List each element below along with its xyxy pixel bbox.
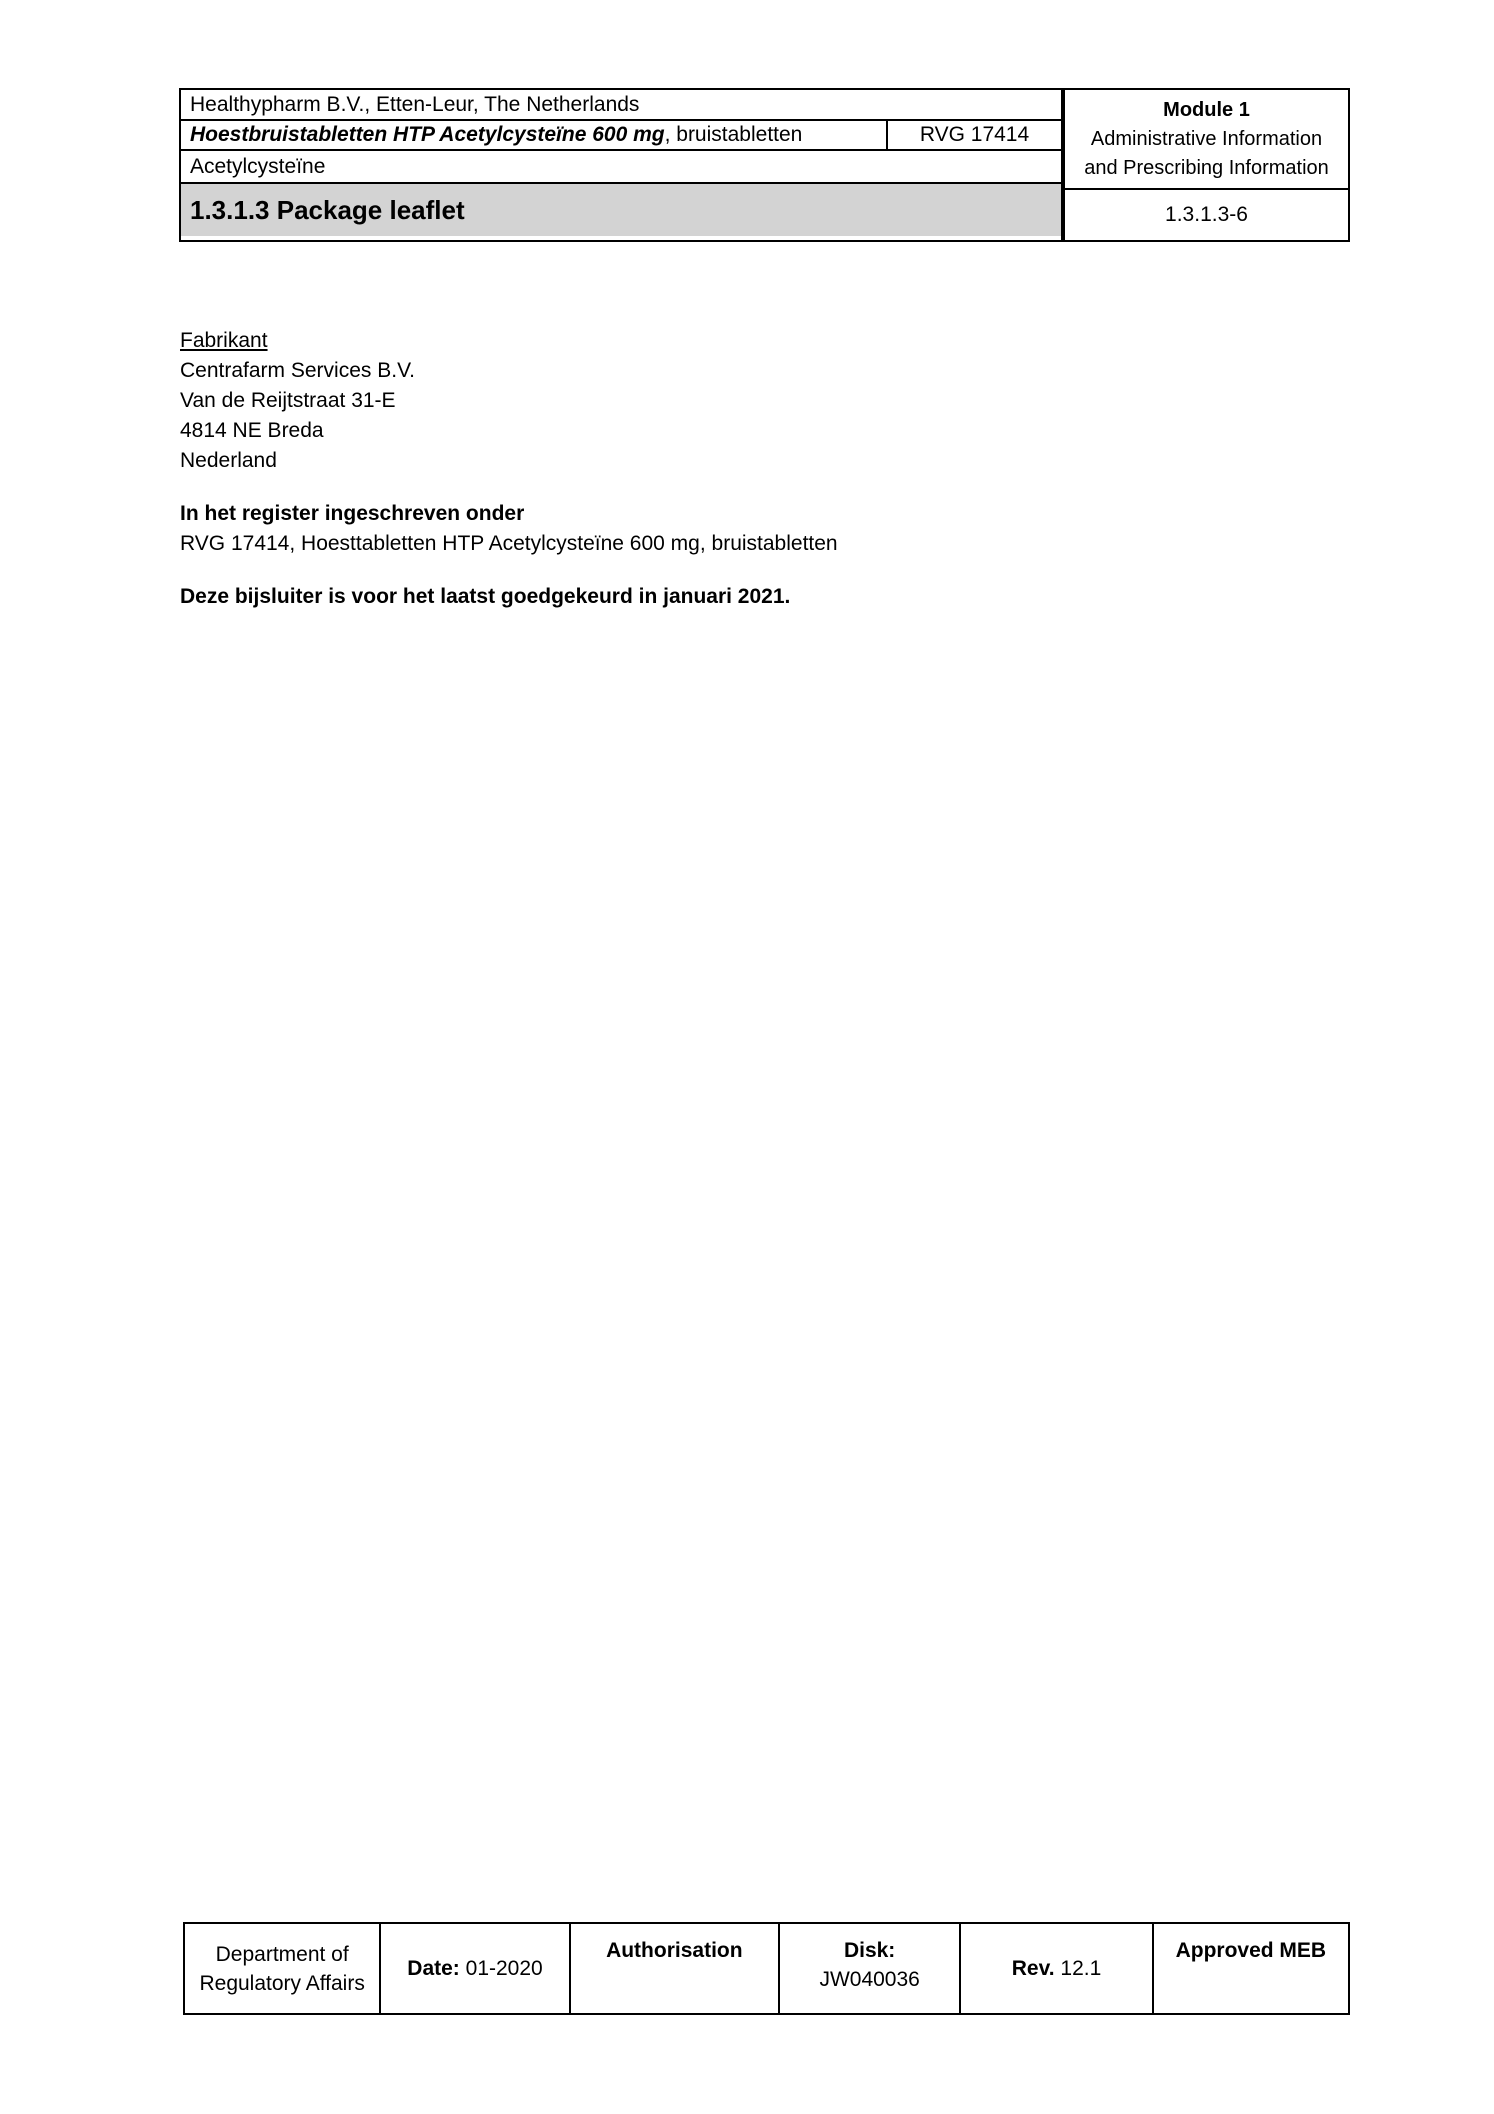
rev-value: 12.1 <box>1060 1957 1102 1980</box>
address-line: Centrafarm Services B.V. <box>180 359 415 382</box>
footer-cell-department <box>185 1924 379 2013</box>
header-right-block <box>1063 88 1350 242</box>
module-line2: and Prescribing Information <box>1084 156 1329 179</box>
company-row <box>181 90 1061 121</box>
section-title: 1.3.1.3 Package leaflet <box>190 194 465 225</box>
footer-cell-authorisation <box>569 1924 778 2013</box>
header-table <box>179 88 1350 242</box>
footer-cell-date <box>379 1924 568 2013</box>
approval-line: Deze bijsluiter is voor het laatst goedgekeurd in januari 2021. <box>180 585 791 608</box>
substance-row <box>181 151 1061 184</box>
paragraph-gap <box>180 476 1320 499</box>
department-line2: Regulatory Affairs <box>199 1971 365 1995</box>
address-line: Van de Reijtstraat 31-E <box>180 389 396 412</box>
product-cell <box>181 121 886 149</box>
module-title: Module 1 <box>1163 98 1250 121</box>
header-left-block <box>179 88 1063 242</box>
document-body <box>180 326 1320 612</box>
rvg-cell <box>886 121 1061 149</box>
register-line: RVG 17414, Hoesttabletten HTP Acetylcysteïne 600 mg, bruistabletten <box>180 532 838 555</box>
company-name: Healthypharm B.V., Etten-Leur, The Netherlands <box>190 92 640 116</box>
rvg-number: RVG 17414 <box>919 123 1030 146</box>
approved-label: Approved MEB <box>1175 1939 1327 1962</box>
module-line1: Administrative Information <box>1090 127 1323 150</box>
address-line: Nederland <box>180 449 277 472</box>
department-line1: Department of <box>215 1942 349 1966</box>
address-line: 4814 NE Breda <box>180 419 324 442</box>
disk-label: Disk: <box>843 1939 896 1962</box>
page-ref-cell <box>1065 190 1348 240</box>
footer-cell-approved <box>1152 1924 1348 2013</box>
date-label: Date: <box>407 1957 460 1980</box>
section-title-row <box>181 184 1061 236</box>
footer-cell-disk <box>778 1924 959 2013</box>
fabrikant-heading: Fabrikant <box>180 329 268 352</box>
footer-cell-rev <box>959 1924 1151 2013</box>
page-ref: 1.3.1.3-6 <box>1165 203 1248 226</box>
register-heading: In het register ingeschreven onder <box>180 502 525 525</box>
footer-table <box>183 1922 1350 2015</box>
date-value: 01-2020 <box>465 1957 543 1980</box>
authorisation-label: Authorisation <box>606 1939 743 1962</box>
product-row <box>181 121 1061 151</box>
substance-name: Acetylcysteïne <box>190 154 326 178</box>
product-name: Hoestbruistabletten HTP Acetylcysteïne 600 mg <box>190 123 665 146</box>
module-info-cell <box>1065 90 1348 190</box>
paragraph-gap <box>180 559 1320 582</box>
rev-label: Rev. <box>1011 1957 1055 1980</box>
disk-value: JW040036 <box>819 1968 920 1991</box>
product-suffix: , bruistabletten <box>664 123 803 146</box>
